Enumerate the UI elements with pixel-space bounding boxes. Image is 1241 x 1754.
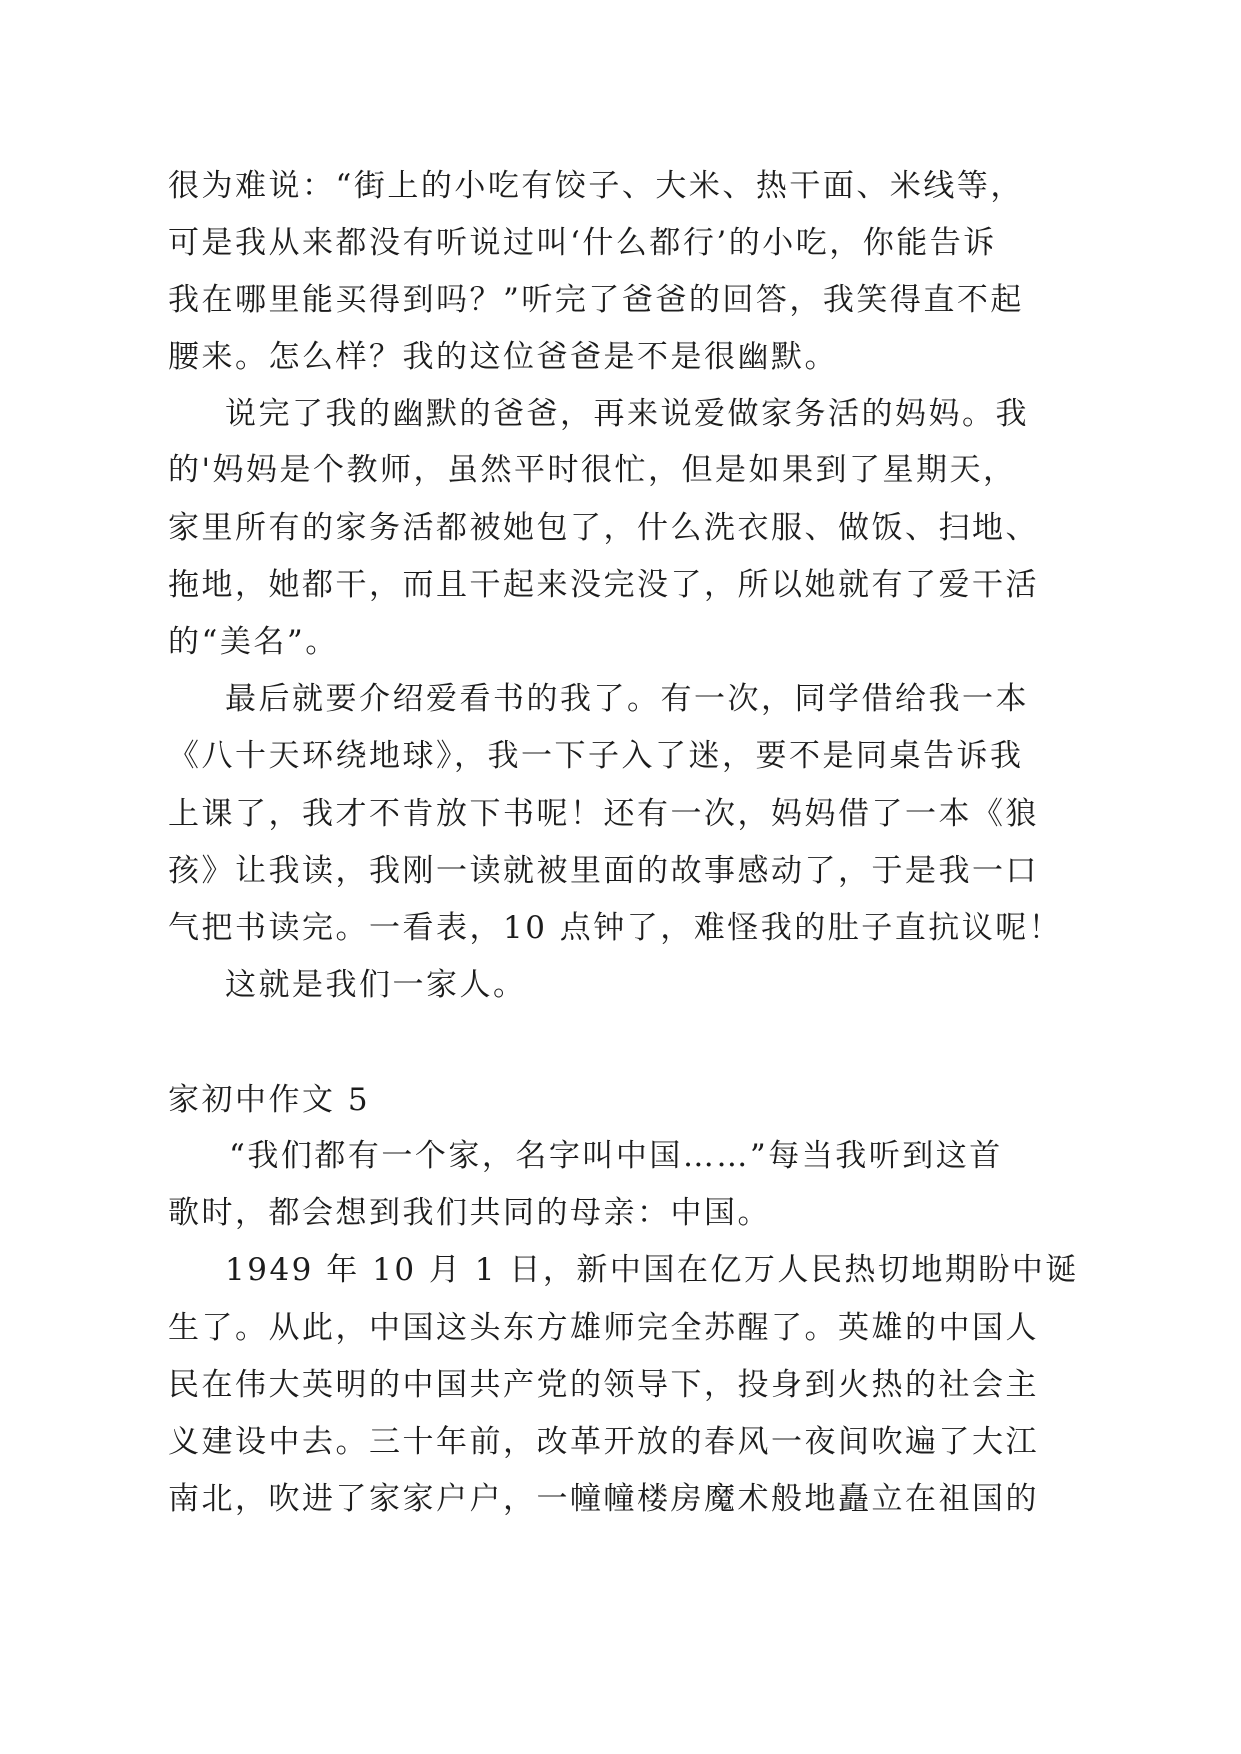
text-line: 《八十天环绕地球》，我一下子入了迷，要不是同桌告诉我 bbox=[168, 738, 1024, 774]
text-line: 气把书读完。一看表，10 点钟了，难怪我的肚子直抗议呢！ bbox=[168, 910, 1063, 946]
text-line: 家里所有的家务活都被她包了，什么洗衣服、做饭、扫地、 bbox=[168, 510, 1039, 546]
text-line: 很为难说：“街上的小吃有饺子、大米、热干面、米线等， bbox=[168, 168, 1024, 204]
text-line: 义建设中去。三十年前，改革开放的春风一夜间吹遍了大江 bbox=[168, 1424, 1039, 1460]
text-line: 说完了我的幽默的爸爸，再来说爱做家务活的妈妈。我 bbox=[225, 396, 1029, 432]
text-line: 这就是我们一家人。 bbox=[225, 967, 527, 1003]
text-line: 孩》让我读，我刚一读就被里面的故事感动了，于是我一口 bbox=[168, 853, 1039, 889]
text-line: 腰来。怎么样？我的这位爸爸是不是很幽默。 bbox=[168, 339, 838, 375]
text-line: 的“美名”。 bbox=[168, 624, 339, 660]
text-line: 上课了，我才不肯放下书呢！还有一次，妈妈借了一本《狼 bbox=[168, 796, 1039, 832]
text-line: “我们都有一个家，名字叫中国……”每当我听到这首 bbox=[229, 1138, 1003, 1174]
text-line: 生了。从此，中国这头东方雄师完全苏醒了。英雄的中国人 bbox=[168, 1310, 1039, 1346]
text-line: 1949 年 10 月 1 日，新中国在亿万人民热切地期盼中诞 bbox=[225, 1252, 1079, 1288]
text-line: 南北，吹进了家家户户，一幢幢楼房魔术般地矗立在祖国的 bbox=[168, 1481, 1039, 1517]
text-line: 拖地，她都干，而且干起来没完没了，所以她就有了爱干活 bbox=[168, 567, 1039, 603]
text-line: 民在伟大英明的中国共产党的领导下，投身到火热的社会主 bbox=[168, 1367, 1039, 1403]
section-heading: 家初中作文 5 bbox=[168, 1082, 371, 1118]
text-line: 的'妈妈是个教师，虽然平时很忙，但是如果到了星期天， bbox=[168, 452, 1017, 488]
text-line: 最后就要介绍爱看书的我了。有一次，同学借给我一本 bbox=[225, 681, 1029, 717]
text-line: 可是我从来都没有听说过叫‘什么都行’的小吃，你能告诉 bbox=[168, 225, 997, 261]
text-line: 我在哪里能买得到吗？”听完了爸爸的回答，我笑得直不起 bbox=[168, 282, 1024, 318]
text-line: 歌时，都会想到我们共同的母亲：中国。 bbox=[168, 1195, 771, 1231]
